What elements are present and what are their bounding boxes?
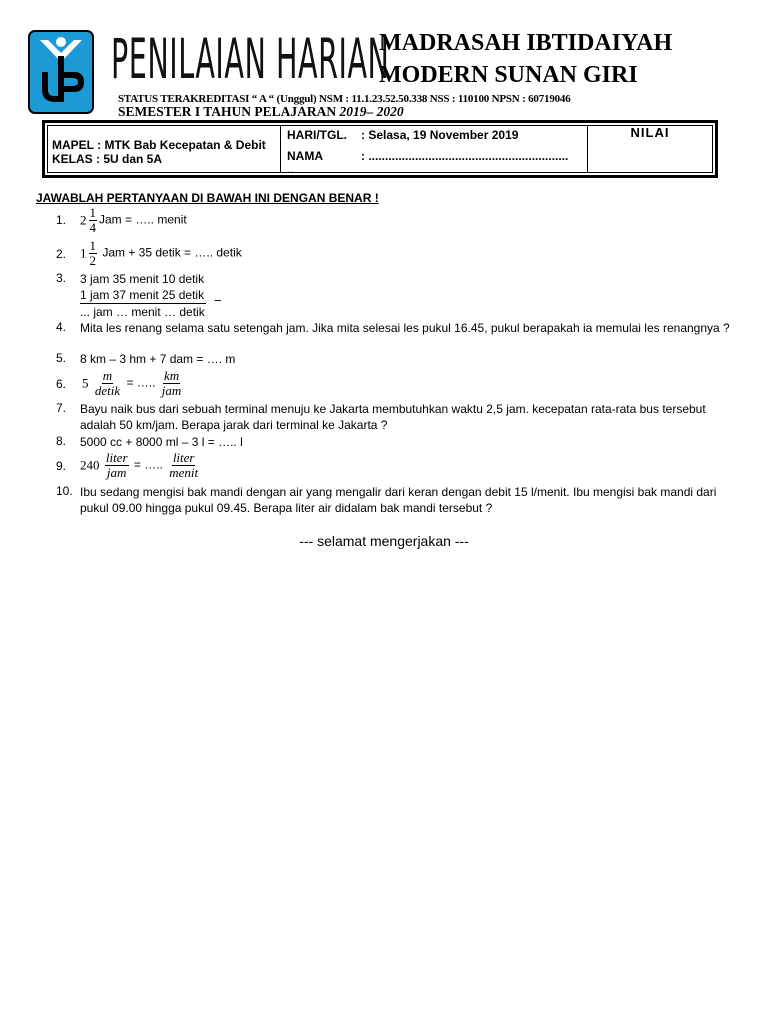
- fraction: [89, 239, 98, 268]
- fraction-numerator: 1: [89, 205, 96, 220]
- subject-label: MAPEL : MTK Bab Kecepatan & Debit: [52, 138, 266, 152]
- score-label: NILAI: [630, 125, 670, 140]
- date-label: HARI/TGL.: [287, 128, 347, 142]
- time-line-1: 3 jam 35 menit 10 detik: [80, 272, 205, 286]
- fraction: [168, 451, 199, 480]
- whole-number: 240: [80, 457, 100, 473]
- fraction: [161, 369, 183, 398]
- equals-blank: = …..: [123, 375, 159, 390]
- fraction-denominator: jam: [161, 383, 182, 398]
- minus-sign: −: [214, 293, 222, 308]
- fraction-numerator: km: [163, 368, 180, 383]
- fraction: [89, 206, 98, 235]
- fraction: [94, 369, 121, 398]
- question-text: [80, 451, 730, 480]
- fraction-numerator: liter: [172, 450, 195, 465]
- question-number: 7.: [56, 401, 67, 415]
- time-line-2: 1 jam 37 menit 25 detik: [80, 288, 205, 302]
- question-tail: Jam + 35 detik = ….. detik: [99, 245, 242, 260]
- question-number: 9.: [56, 459, 67, 473]
- question-text: 8 km – 3 hm + 7 dam = …. m: [80, 352, 236, 366]
- exam-title: PENILAIAN HARIAN: [111, 27, 390, 91]
- question-number: 4.: [56, 320, 67, 334]
- question-number: 1.: [56, 213, 67, 227]
- semester-label: SEMESTER I TAHUN PELAJARAN: [118, 104, 337, 119]
- question-text: [82, 369, 732, 398]
- fraction-denominator: menit: [169, 465, 199, 480]
- whole-number: 2: [80, 212, 87, 228]
- question-text: [80, 271, 730, 320]
- score-cell[interactable]: [588, 126, 712, 172]
- question-text: Ibu sedang mengisi bak mandi dengan air yang mengalir dari keran dengan debit 15 l/menit. Ibu mengisi bak mandi dari pukul 09.00 hingga pukul 09.45. Berapa liter air didalam bak mandi tersebut ?: [80, 485, 717, 515]
- name-field[interactable]: : ............................................................: [361, 149, 569, 163]
- question-text: 5000 cc + 8000 ml – 3 l = ….. l: [80, 435, 243, 449]
- fraction-numerator: liter: [105, 450, 128, 465]
- question-number: 3.: [56, 271, 67, 285]
- equals-blank: = …..: [130, 457, 167, 472]
- info-box: [42, 120, 718, 178]
- question-text: [80, 206, 730, 235]
- question-number: 6.: [56, 377, 67, 391]
- question-number: 8.: [56, 434, 67, 448]
- question-number: 5.: [56, 351, 67, 365]
- fraction-denominator: detik: [94, 383, 121, 398]
- name-label: NAMA: [287, 149, 323, 163]
- date-value: : Selasa, 19 November 2019: [361, 128, 519, 142]
- fraction-numerator: m: [102, 368, 113, 383]
- date-name-cell: [281, 126, 588, 176]
- subject-cell: [48, 126, 281, 172]
- question-number: 10.: [56, 484, 73, 498]
- question-text: Bayu naik bus dari sebuah terminal menuju ke Jakarta membutuhkan waktu 2,5 jam. kecepatan rata-rata bus tersebut adalah 50 km/jam. Berapa jarak dari terminal ke Jakarta ?: [80, 402, 706, 432]
- question-number: 2.: [56, 247, 67, 261]
- question-text: [80, 239, 730, 268]
- fraction: [105, 451, 129, 480]
- name-field-continuation: ..: [287, 162, 294, 176]
- fraction-numerator: 1: [89, 238, 96, 253]
- instruction: JAWABLAH PERTANYAAN DI BAWAH INI DENGAN BENAR !: [36, 191, 379, 205]
- semester-year: 2019– 2020: [339, 104, 404, 119]
- school-name-line1: MADRASAH IBTIDAIYAH: [379, 30, 673, 56]
- fraction-denominator: jam: [106, 465, 127, 480]
- semester-line: [118, 104, 404, 120]
- whole-number: 5: [82, 375, 89, 391]
- school-logo-icon: [28, 30, 94, 114]
- fraction-denominator: 4: [89, 220, 96, 235]
- fraction-denominator: 2: [89, 253, 96, 268]
- closing-message: --- selamat mengerjakan ---: [299, 533, 469, 549]
- question-tail: Jam = ….. menit: [99, 212, 187, 227]
- time-result: ... jam … menit … detik: [80, 305, 205, 319]
- whole-number: 1: [80, 245, 87, 261]
- question-text: Mita les renang selama satu setengah jam. Jika mita selesai les pukul 16.45, pukul berapakah ia memulai les renangnya ?: [80, 321, 730, 335]
- class-label: KELAS : 5U dan 5A: [52, 152, 163, 166]
- school-name-line2: MODERN SUNAN GIRI: [379, 62, 638, 88]
- accreditation-status: STATUS TERAKREDITASI “ A “ (Unggul) NSM : 11.1.23.52.50.338 NSS : 110100 NPSN : 60719046: [118, 93, 571, 105]
